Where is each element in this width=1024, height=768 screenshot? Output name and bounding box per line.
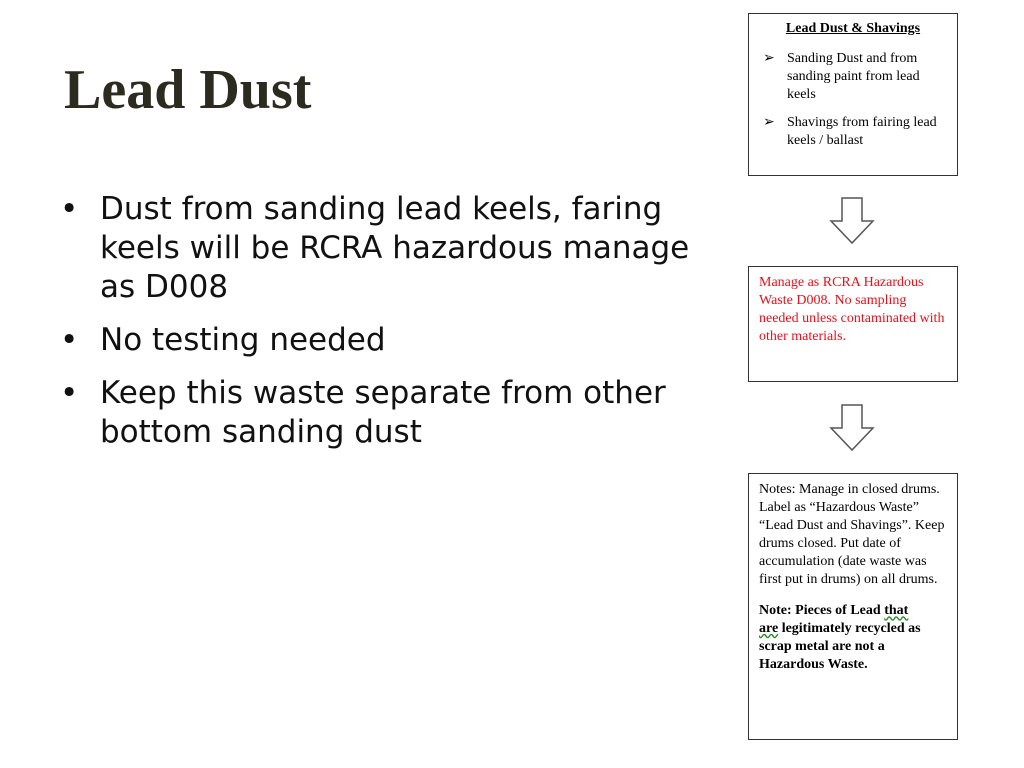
flow-box-lead-dust-shavings	[748, 13, 958, 176]
bullet-text: Dust from sanding lead keels, faring keels will be RCRA hazardous manage as D008	[100, 191, 690, 306]
flow-box-notes	[748, 473, 958, 740]
slide-title: Lead Dust	[64, 59, 312, 121]
bullet-text: Keep this waste separate from other bottom sanding dust	[100, 375, 666, 451]
note-recycled-lead	[759, 602, 947, 674]
note-text: legitimately recycled as scrap metal are not a Hazardous Waste.	[759, 621, 921, 673]
note-text-spellcheck: that	[884, 603, 909, 619]
bullet-text: No testing needed	[100, 322, 386, 359]
bullet-item	[60, 190, 700, 307]
down-arrow-icon	[827, 196, 877, 246]
flow-box-heading: Lead Dust & Shavings	[785, 21, 921, 36]
flow-box-item	[759, 114, 947, 150]
bullet-dot: •	[60, 191, 79, 227]
flow-box-item-text: Shavings from fairing lead keels / ballast	[787, 114, 937, 148]
bullet-dot: •	[60, 322, 79, 359]
note-text: Note: Pieces of Lead	[759, 603, 885, 619]
bullet-list	[60, 190, 700, 466]
flow-box-item-text: Sanding Dust and from sanding paint from lead keels	[787, 50, 920, 102]
bullet-dot: •	[60, 375, 79, 412]
notes-text: Notes: Manage in closed drums. Label as “Hazardous Waste” “Lead Dust and Shavings”. Keep drums closed. Put date of accumulation (date waste was first put in drums) on all drums.	[759, 482, 945, 587]
bullet-item	[60, 374, 700, 452]
arrowhead-bullet-icon: ➢	[763, 114, 775, 130]
flow-box-manage-rcra	[748, 266, 958, 382]
bullet-item	[60, 321, 700, 360]
down-arrow-icon	[827, 403, 877, 453]
note-text-spellcheck: are	[759, 621, 779, 637]
flow-box-item	[759, 50, 947, 104]
arrowhead-bullet-icon: ➢	[763, 50, 775, 66]
flow-box-text: Manage as RCRA Hazardous Waste D008. No sampling needed unless contaminated with other materials.	[759, 275, 945, 344]
